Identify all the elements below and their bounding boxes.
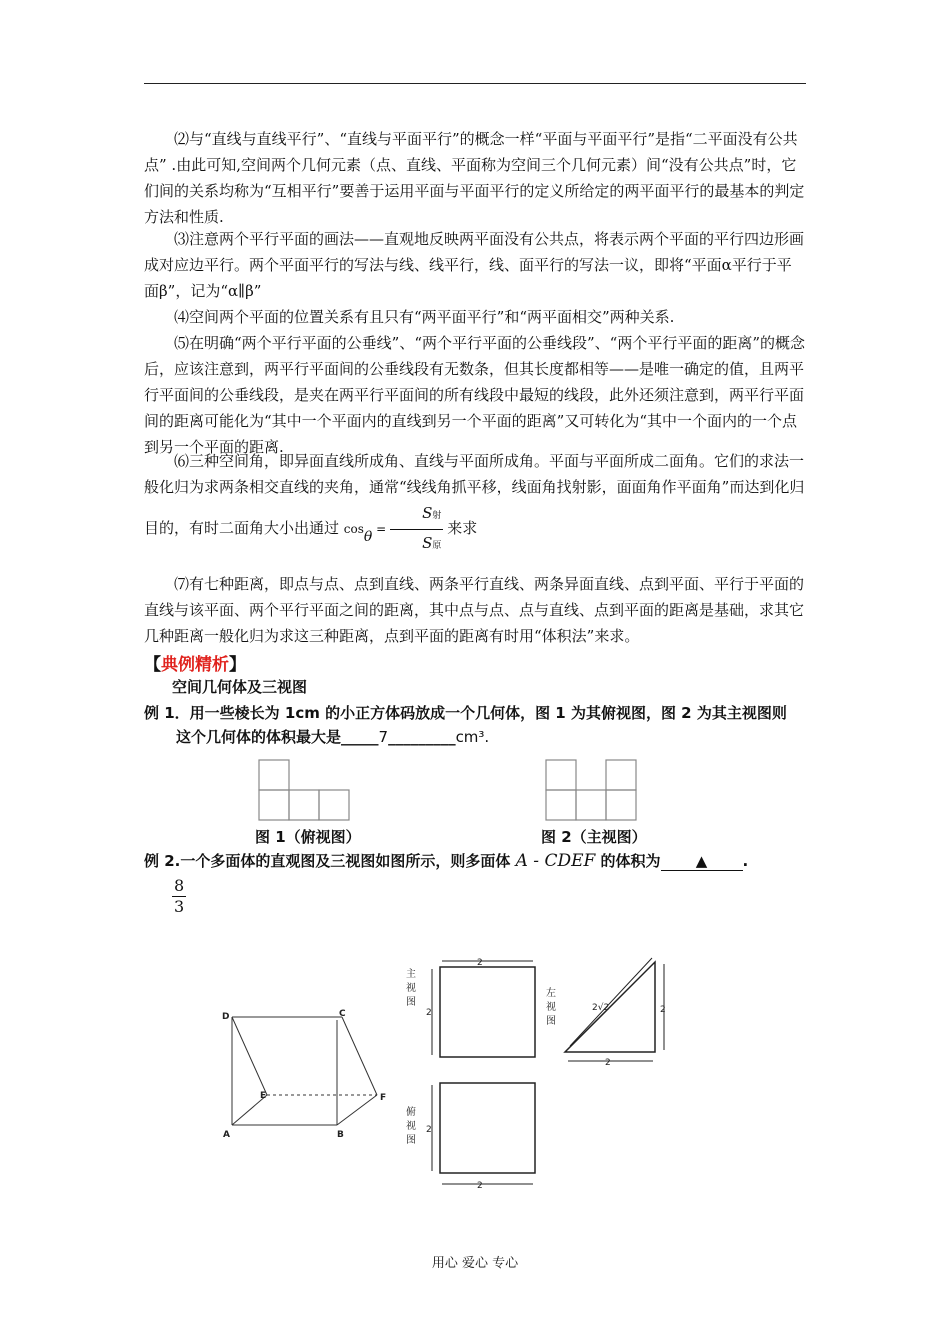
label-B: B [337,1130,344,1140]
solid-diagram [215,1005,395,1145]
paragraph-2: ⑵与“直线与直线平行”、“直线与平面平行”的概念一样“平面与平面平行”是指“二平面没有公共点” .由此可知,空间两个几何元素（点、直线、平面称为空间三个几何元素）间“没有公共点”时，它们间的关系均称为“互相平行”要善于运用平面与平面平行的定义所给定的两平面平行的最基本的判定方法和性质. [144,130,805,226]
paragraph-4: ⑷空间两个平面的位置关系有且只有“两平面平行”和“两平面相交”两种关系. [174,308,675,326]
left-view [540,950,680,1070]
fig1-cell [259,790,289,820]
fig2-cell [606,790,636,820]
ex1-unit: cm³. [455,728,490,746]
figure-1-top-view [258,759,350,821]
ex1-answer: 7 [378,728,389,746]
label-F: F [380,1093,387,1103]
numerator-sub: 射 [432,511,442,521]
main-view [400,955,540,1060]
left-view-triangle [565,962,655,1052]
left-height-label: 2 [660,1005,666,1015]
theta-symbol: θ [363,529,373,545]
paragraph-6-tail: 来求 [447,519,478,537]
top-view-label-3: 图 [406,1135,416,1146]
denominator: S [422,534,433,552]
ex2-solid-name: A - CDEF [515,851,596,871]
paragraph-3: ⑶注意两个平行平面的画法——直观地反映两平面没有公共点，将表示两个平面的平行四边形画成对应边平行。两个平面平行的写法与线、线平行，线、面平行的写法一议，即将“平面α平行于平面β”，记为“α∥β” [144,230,805,300]
ex1-text: 这个几何体的体积最大是 [176,728,342,746]
main-height-label: 2 [426,1008,432,1018]
ex2-answer-fraction [172,876,186,917]
left-view-label-1: 左 [546,988,556,999]
edge-BF [337,1095,377,1125]
equals-sign: = [376,522,387,536]
fig1-cell [259,760,289,790]
figure-2-caption: 图 2（主视图） [541,828,647,846]
denominator-sub: 原 [432,541,442,551]
main-view-square [440,967,535,1057]
main-view-label-3: 图 [406,997,416,1008]
page-footer: 用心 爱心 专心 [431,1256,519,1271]
top-view-square [440,1083,535,1173]
top-height-label: 2 [426,1125,432,1135]
fig2-cell [546,760,576,790]
cos-formula [343,504,447,552]
paragraph-5: ⑸在明确“两个平行平面的公垂线”、“两个平行平面的公垂线段”、“两个平行平面的距离”的概念后，应该注意到，两平行平面间的公垂线段有无数条，但其长度都相等——是唯一确定的值，且两平行平面间的公垂线段，是夹在两平行平面间的所有线段中最短的线段，此外还须注意到，两平行平面间的距离可能化为“其中一个平面内的直线到另一个平面的距离”又可转化为“其中一个面内的一个点到另一个平面的距离. [144,334,806,456]
left-view-label-3: 图 [546,1016,556,1027]
ex1-blank-right: _________ [388,728,456,746]
fig2-cell [546,790,576,820]
paragraph-7: ⑺有七种距离，即点与点、点到直线、两条平行直线、两条异面直线、点到平面、平行于平面的直线与该平面、两个平行平面之间的距离，其中点与点、点与直线、点到平面的距离是基础，求其它几种距离一般化归为求这三种距离，点到平面的距离有时用“体积法”来求。 [144,575,805,645]
fig1-cell [289,790,319,820]
ex1-blank-left: _____ [341,728,379,746]
header-rule [144,83,806,84]
ex2-text: 例 2.一个多面体的直观图及三视图如图所示，则多面体 [144,852,511,870]
left-diag-dim [570,958,652,1046]
main-view-label-1: 主 [406,969,416,980]
main-width-label: 2 [477,958,483,968]
ex2-answer-numerator: 8 [174,876,185,895]
edge-DE [232,1017,267,1095]
subsection-heading: 空间几何体及三视图 [172,678,308,696]
figure-1-caption: 图 1（俯视图） [255,828,361,846]
bracket-close: 】 [229,655,246,675]
fig1-cell [319,790,349,820]
ex2-answer-denominator: 3 [174,897,185,916]
area-ratio-fraction [390,500,443,559]
section-heading [144,650,246,675]
top-width-label: 2 [477,1181,483,1190]
fig2-cell [606,760,636,790]
top-view [400,1080,540,1190]
label-A: A [223,1130,230,1140]
example-1-line-1: 例 1．用一些棱长为 1cm 的小正方体码放成一个几何体，图 1 为其俯视图，图 2 为其主视图则 [144,704,787,722]
ex2-answer-blank [661,852,743,871]
label-D: D [222,1012,230,1022]
top-view-label-2: 视 [406,1121,416,1132]
numerator: S [422,504,433,522]
left-view-label-2: 视 [546,1002,556,1013]
ex2-triangle-mark: ▲ [695,852,708,870]
section-title: 典例精析 [161,655,229,675]
fig2-cell [576,790,606,820]
figure-2-front-view [545,759,637,821]
left-width-label: 2 [605,1058,611,1068]
ex2-text-2: 的体积为 [600,852,661,870]
paragraph-6 [144,448,806,559]
edge-CF [342,1017,377,1095]
label-C: C [339,1009,346,1019]
bracket-open: 【 [144,655,161,675]
cos-label: cos [343,522,364,536]
left-diag-label: 2√2 [592,1003,610,1013]
main-view-label-2: 视 [406,983,416,994]
top-view-label-1: 俯 [406,1107,416,1118]
paragraph-6-text: ⑹三种空间角，即异面直线所成角、直线与平面所成角。平面与平面所成二面角。它们的求法一般化归为求两条相交直线的夹角，通常“线线角抓平移，线面角找射影，面面角作平面角”而达到化归目的，有时二面角大小出通过 [144,452,805,537]
label-E: E [260,1091,267,1101]
example-2-line: 例 2.一个多面体的直观图及三视图如图所示，则多面体 A - CDEF 的体积为 ▲ . [144,851,749,871]
example-1-line-2 [176,726,489,747]
